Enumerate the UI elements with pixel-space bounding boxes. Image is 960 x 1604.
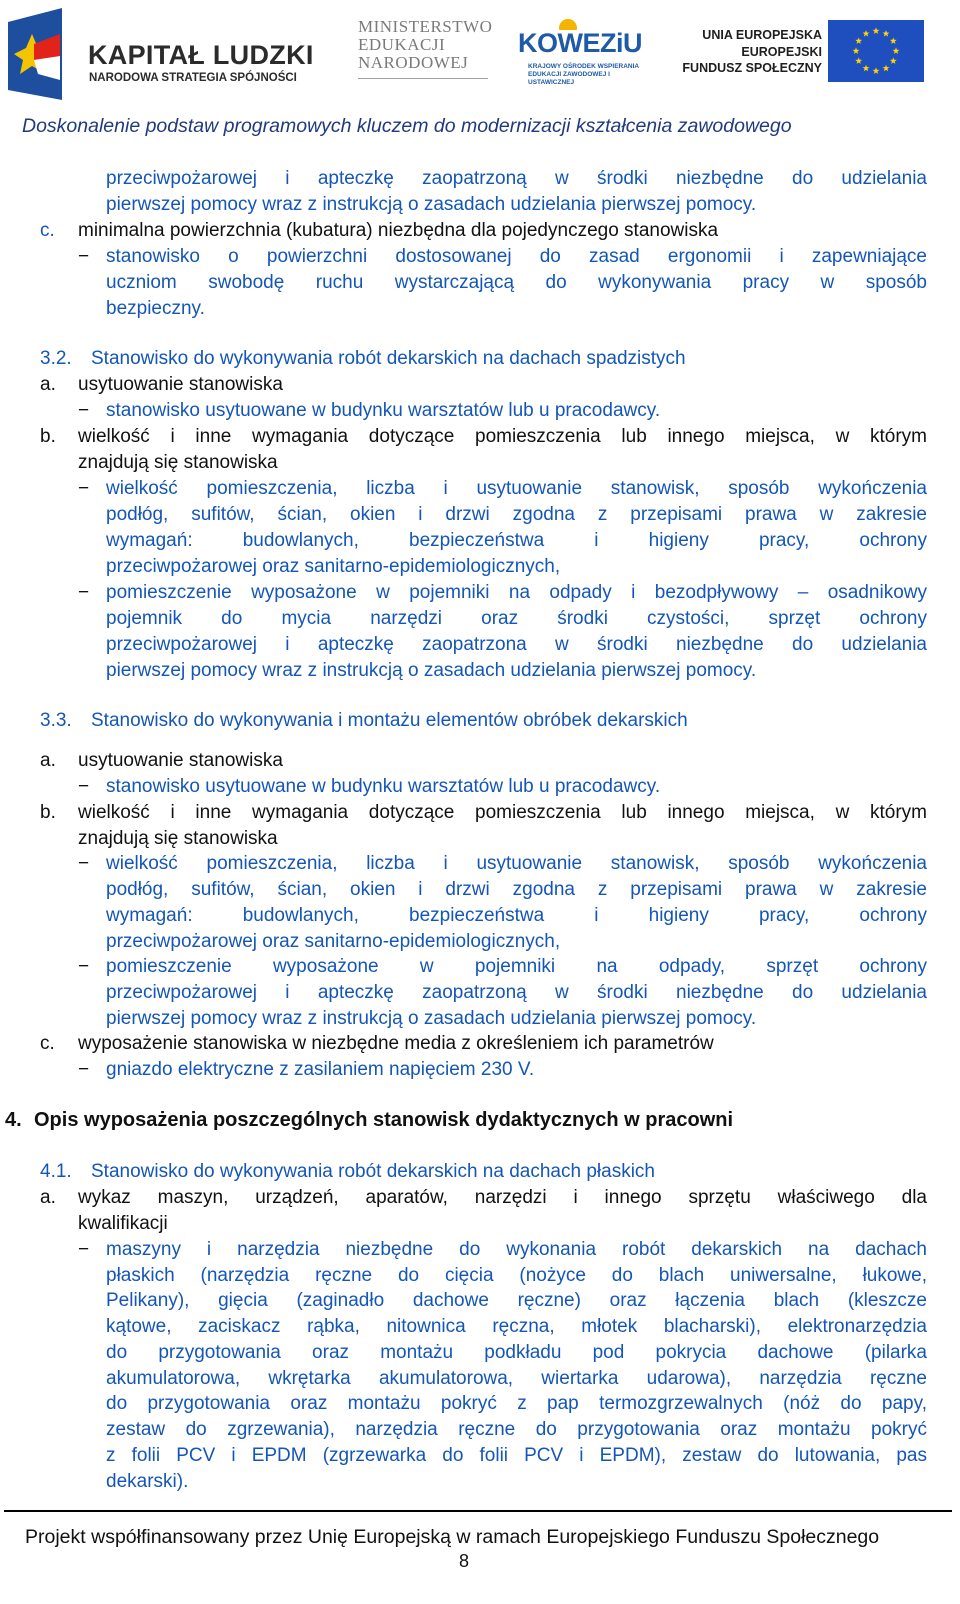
text-line: gniazdo elektryczne z zasilaniem napięciem 230 V. bbox=[106, 1059, 535, 1080]
text-line: Pelikany), gięcia (zaginadło dachowe ręczne) oraz łączenia blach (kleszcze bbox=[106, 1290, 927, 1311]
bullet-dash: − bbox=[78, 776, 90, 797]
eu-star-icon bbox=[853, 47, 860, 54]
eu-star-icon bbox=[883, 30, 890, 37]
text-line: pierwszej pomocy wraz z instrukcją o zasadach udzielania pierwszej pomocy. bbox=[106, 1008, 757, 1029]
text-line: do przygotowania oraz montażu podkładu pod pokrycia dachowe (pilarka bbox=[106, 1342, 927, 1363]
eu-star-icon bbox=[893, 47, 900, 54]
text-line: stanowisko o powierzchni dostosowanej do zasad ergonomii i zapewniające bbox=[106, 246, 927, 267]
section-number: 3.2. bbox=[40, 348, 72, 369]
text-line: minimalna powierzchnia (kubatura) niezbędna dla pojedynczego stanowiska bbox=[78, 220, 719, 241]
text-line: maszyny i narzędzia niezbędne do wykonania robót dekarskich na dachach bbox=[106, 1239, 927, 1260]
bullet-dash: − bbox=[78, 582, 90, 603]
footer-text: Projekt współfinansowany przez Unię Europejską w ramach Europejskiego Funduszu Społecznego bbox=[25, 1526, 880, 1548]
bullet-dash: − bbox=[78, 1239, 90, 1260]
section-heading: Stanowisko do wykonywania robót dekarskich na dachach spadzistych bbox=[91, 348, 686, 369]
section-heading: Stanowisko do wykonywania robót dekarskich na dachach płaskich bbox=[91, 1161, 655, 1182]
section-heading: Stanowisko do wykonywania i montażu elementów obróbek dekarskich bbox=[91, 710, 688, 731]
text-line: wykaz maszyn, urządzeń, aparatów, narzędzi i innego sprzętu właściwego dla bbox=[78, 1187, 927, 1208]
ue-line-3: FUNDUSZ SPOŁECZNY bbox=[682, 61, 822, 75]
page-header-title: Doskonalenie podstaw programowych kluczem do modernizacji kształcenia zawodowego bbox=[22, 115, 792, 137]
ue-logo bbox=[682, 20, 928, 90]
chapter-heading: Opis wyposażenia poszczególnych stanowisk dydaktycznych w pracowni bbox=[34, 1109, 734, 1131]
text-line: przeciwpożarowej oraz sanitarno-epidemiologicznych, bbox=[106, 931, 561, 952]
text-line: pierwszej pomocy wraz z instrukcją o zasadach udzielania pierwszej pomocy. bbox=[106, 194, 757, 215]
text-line: wymagań: budowlanych, bezpieczeństwa i higieny pracy, ochrony bbox=[106, 905, 927, 926]
eu-flag-icon bbox=[828, 20, 924, 82]
eu-star-icon bbox=[863, 65, 870, 72]
chapter-number: 4. bbox=[5, 1109, 22, 1131]
text-line: kwalifikacji bbox=[78, 1213, 168, 1234]
section-number: 4.1. bbox=[40, 1161, 72, 1182]
text-line: stanowisko usytuowane w budynku warsztatów lub u pracodawcy. bbox=[106, 400, 661, 421]
kapital-ludzki-star-icon bbox=[4, 4, 84, 104]
text-line: pomieszczenie wyposażone w pojemniki na odpady, sprzęt ochrony bbox=[106, 956, 927, 977]
text-line: płaskich (narzędzia ręczne do cięcia (nożyce do blach uniwersalne, łukowe, bbox=[106, 1265, 927, 1286]
bullet-dash: − bbox=[78, 1059, 90, 1080]
text-line: przeciwpożarowej i apteczkę zaopatrzoną w środki niezbędne do udzielania bbox=[106, 168, 927, 189]
list-marker: c. bbox=[40, 220, 55, 241]
eu-star-icon bbox=[873, 27, 880, 34]
eu-star-icon bbox=[873, 67, 880, 74]
text-line: uczniom swobodę ruchu wystarczającą do wykonywania pracy w sposób bbox=[106, 272, 927, 293]
text-line: przeciwpożarowej i apteczkę zaopatrzoną w środki niezbędne do udzielania bbox=[106, 982, 927, 1003]
list-marker: b. bbox=[40, 426, 56, 447]
text-line: podłóg, sufitów, ścian, okien i drzwi zgodna z przepisami prawa w zakresie bbox=[106, 504, 927, 525]
text-line: stanowisko usytuowane w budynku warsztatów lub u pracodawcy. bbox=[106, 776, 661, 797]
kapital-ludzki-name: KAPITAŁ LUDZKI bbox=[88, 40, 314, 70]
text-line: z folii PCV i EPDM (zgrzewarka do folii PCV i EPDM), zestaw do lutowania, pas bbox=[106, 1445, 927, 1466]
bullet-dash: − bbox=[78, 246, 90, 267]
text-line: usytuowanie stanowiska bbox=[78, 750, 283, 771]
eu-star-icon bbox=[883, 65, 890, 72]
text-line: wyposażenie stanowiska w niezbędne media z określeniem ich parametrów bbox=[78, 1033, 714, 1054]
eu-star-icon bbox=[855, 57, 862, 64]
text-line: pomieszczenie wyposażone w pojemniki na odpady i bezodpływowy – osadnikowy bbox=[106, 582, 927, 603]
logo-bar bbox=[0, 0, 960, 108]
text-line: wielkość i inne wymagania dotyczące pomieszczenia lub innego miejsca, w którym bbox=[78, 802, 927, 823]
bullet-dash: − bbox=[78, 400, 90, 421]
koweziu-logo bbox=[518, 20, 653, 90]
kapital-ludzki-logo bbox=[4, 4, 314, 104]
text-line: wymagań: budowlanych, bezpieczeństwa i higieny pracy, ochrony bbox=[106, 530, 927, 551]
ue-line-2: EUROPEJSKI bbox=[741, 45, 822, 59]
ministerstwo-logo bbox=[358, 18, 508, 88]
text-line: zestaw do zgrzewania), narzędzia ręczne do przygotowania oraz montażu pokryć bbox=[106, 1419, 927, 1440]
bullet-dash: − bbox=[78, 956, 90, 977]
text-line: podłóg, sufitów, ścian, okien i drzwi zgodna z przepisami prawa w zakresie bbox=[106, 879, 927, 900]
text-line: wielkość i inne wymagania dotyczące pomieszczenia lub innego miejsca, w którym bbox=[78, 426, 927, 447]
ue-line-1: UNIA EUROPEJSKA bbox=[702, 28, 822, 42]
text-line: pojemnik do mycia narzędzi oraz środki czystości, sprzęt ochrony bbox=[106, 608, 927, 629]
text-line: znajdują się stanowiska bbox=[78, 828, 278, 849]
text-line: wielkość pomieszczenia, liczba i usytuowanie stanowisk, sposób wykończenia bbox=[106, 478, 927, 499]
eu-stars-icon bbox=[828, 20, 924, 82]
ministerstwo-line-2: EDUKACJI bbox=[358, 35, 446, 54]
kapital-ludzki-subtitle: NARODOWA STRATEGIA SPÓJNOŚCI bbox=[89, 72, 297, 84]
eu-star-icon bbox=[855, 37, 862, 44]
eu-star-icon bbox=[863, 30, 870, 37]
list-marker: a. bbox=[40, 374, 56, 395]
text-line: bezpieczny. bbox=[106, 298, 205, 319]
list-marker: a. bbox=[40, 1187, 56, 1208]
section-number: 3.3. bbox=[40, 710, 72, 731]
list-marker: b. bbox=[40, 802, 56, 823]
bullet-dash: − bbox=[78, 853, 90, 874]
list-marker: a. bbox=[40, 750, 56, 771]
text-line: usytuowanie stanowiska bbox=[78, 374, 283, 395]
list-marker: c. bbox=[40, 1033, 55, 1054]
ministerstwo-line-1: MINISTERSTWO bbox=[358, 17, 493, 36]
koweziu-name: KOWEZiU bbox=[518, 28, 642, 58]
text-line: akumulatorowa, wkrętarka akumulatorowa, wiertarka udarowa), narzędzia ręczne bbox=[106, 1368, 927, 1389]
text-line: wielkość pomieszczenia, liczba i usytuowanie stanowisk, sposób wykończenia bbox=[106, 853, 927, 874]
text-line: przeciwpożarowej i apteczkę zaopatrzona w środki niezbędne do udzielania bbox=[106, 634, 927, 655]
text-line: pierwszej pomocy wraz z instrukcją o zasadach udzielania pierwszej pomocy. bbox=[106, 660, 757, 681]
text-line: przeciwpożarowej oraz sanitarno-epidemiologicznych, bbox=[106, 556, 561, 577]
ministerstwo-line-3: NARODOWEJ bbox=[358, 53, 469, 72]
bullet-dash: − bbox=[78, 478, 90, 499]
eu-star-icon bbox=[890, 57, 897, 64]
text-line: dekarski). bbox=[106, 1471, 189, 1492]
koweziu-subtitle: KRAJOWY OŚRODEK WSPIERANIA EDUKACJI ZAWODOWEJ I USTAWICZNEJ bbox=[528, 63, 639, 86]
text-line: znajdują się stanowiska bbox=[78, 452, 278, 473]
ministerstwo-rule bbox=[358, 78, 488, 79]
eu-star-icon bbox=[890, 37, 897, 44]
footer-divider bbox=[4, 1510, 952, 1512]
text-line: kątowe, zaciskacz rąbka, nitownica ręczna, młotek blacharski), elektronarzędzia bbox=[106, 1316, 927, 1337]
page-number: 8 bbox=[459, 1551, 470, 1571]
text-line: do przygotowania oraz montażu pokryć z pap termozgrzewalnych (nóż do papy, bbox=[106, 1393, 927, 1414]
